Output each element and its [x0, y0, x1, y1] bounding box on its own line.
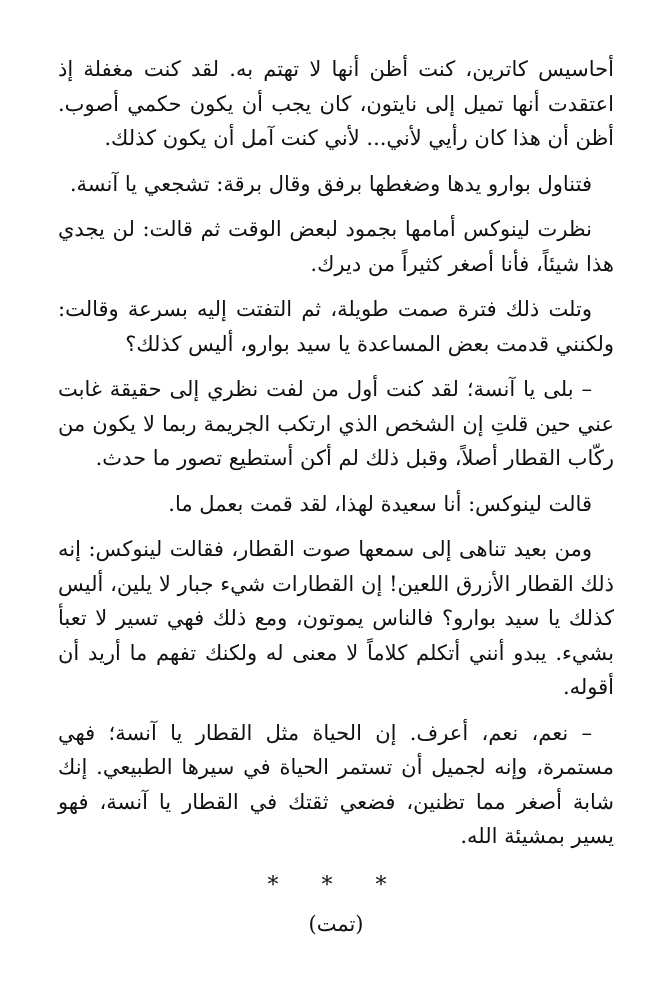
paragraph-2: فتناول بوارو يدها وضغطها برفق وقال برقة: تشجعي يا آنسة.: [69, 171, 592, 196]
paragraph-8: – نعم، نعم، أعرف. إن الحياة مثل القطار يا آنسة؛ فهي مستمرة، وإنه لجميل أن تستمر الحياة في سيرها الطبيعي. إنك شابة أصغر مما تظنين، فضعي ثقتك في القطار يا آنسة، فهو يسير بمشيئة الله.: [58, 720, 614, 848]
paragraph-5: – بلى يا آنسة؛ لقد كنت أول من لفت نظري إلى حقيقة غابت عني حين قلتِ إن الشخص الذي ارتكب الجريمة ربما لا يكون من ركّاب القطار أصلاً، وقبل ذلك لم أكن أستطيع تصور ما حدث.: [58, 377, 614, 470]
paragraph-7: ومن بعيد تناهى إلى سمعها صوت القطار، فقالت لينوكس: إنه ذلك القطار الأزرق اللعين! إن القطارات شيء جبار لا يلين، أليس كذلك يا سيد بوارو؟ فالناس يموتون، ومع ذلك فهي تسير لا تعبأ بشيء. يبدو أنني أتكلم كلاماً لا معنى له ولكنك تفهم ما أريد أن أقوله.: [58, 537, 614, 699]
paragraph-3: نظرت لينوكس أمامها بجمود لبعض الوقت ثم قالت: لن يجدي هذا شيئاً، فأنا أصغر كثيراً من ديرك.: [58, 217, 614, 276]
paragraph-6: قالت لينوكس: أنا سعيدة لهذا، لقد قمت بعمل ما.: [168, 491, 592, 516]
end-mark: (تمت): [308, 911, 364, 936]
section-separator: * * *: [267, 872, 405, 898]
paragraph-4: وتلت ذلك فترة صمت طويلة، ثم التفتت إليه بسرعة وقالت: ولكنني قدمت بعض المساعدة يا سيد بوارو، أليس كذلك؟: [58, 297, 614, 356]
book-page: [58, 52, 614, 940]
paragraph-1: أحاسيس كاترين، كنت أظن أنها لا تهتم به. لقد كنت مغفلة إذ اعتقدت أنها تميل إلى نايتون، كان يجب أن يكون حكمي أصوب. أظن أن هذا كان رأيي لأني... لأني كنت آمل أن يكون كذلك.: [58, 57, 614, 150]
